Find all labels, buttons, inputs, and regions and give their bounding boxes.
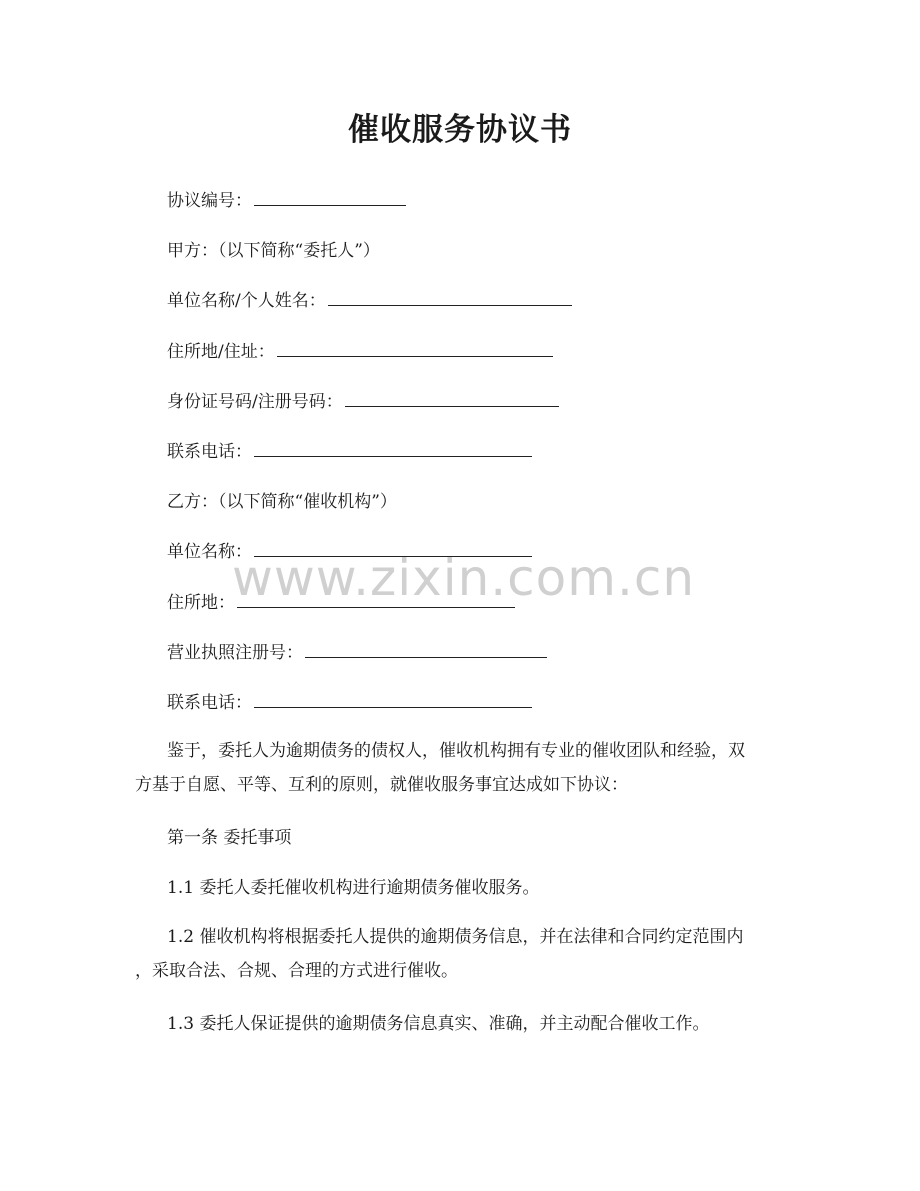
party-b-license-label: 营业执照注册号： — [167, 643, 303, 663]
party-a-address-label: 住所地/住址： — [167, 342, 275, 362]
article-1-heading: 第一条 委托事项 — [167, 828, 292, 848]
party-b-name-label: 单位名称： — [167, 542, 252, 562]
party-b-phone-blank — [254, 689, 532, 708]
party-b-phone-label: 联系电话： — [167, 693, 252, 713]
party-a-phone-label: 联系电话： — [167, 442, 252, 462]
party-b-address-label: 住所地： — [167, 593, 235, 613]
clause-1-3: 1.3 委托人保证提供的逾期债务信息真实、准确，并主动配合催收工作。 — [167, 1014, 710, 1034]
preamble-paragraph — [135, 734, 785, 802]
party-a-id-row — [167, 388, 559, 416]
party-a-phone-blank — [254, 438, 532, 457]
party-b-license-blank — [305, 639, 547, 658]
document-title: 催收服务协议书 — [348, 112, 572, 148]
clause-1-2-line-2: ，采取合法、合规、合理的方式进行催收。 — [135, 961, 458, 981]
party-a-name-row — [167, 287, 572, 315]
preamble-line-1: 鉴于，委托人为逾期债务的债权人，催收机构拥有专业的催收团队和经验，双 — [167, 741, 745, 761]
party-a-address-row — [167, 338, 553, 366]
party-a-heading: 甲方：（以下简称“委托人”） — [167, 241, 380, 261]
party-a-id-label: 身份证号码/注册号码： — [167, 392, 343, 412]
party-a-address-blank — [277, 338, 553, 357]
preamble-line-2: 方基于自愿、平等、互利的原则，就催收服务事宜达成如下协议： — [135, 775, 628, 795]
party-a-id-blank — [345, 388, 559, 407]
agreement-number-label: 协议编号： — [167, 191, 252, 211]
party-b-heading: 乙方：（以下简称“催收机构”） — [167, 492, 397, 512]
watermark: www.zixin.com.cn — [232, 549, 696, 607]
agreement-number-blank — [254, 187, 406, 206]
agreement-number-row — [167, 187, 406, 215]
party-a-phone-row — [167, 438, 532, 466]
party-a-name-label: 单位名称/个人姓名： — [167, 291, 326, 311]
clause-1-1: 1.1 委托人委托催收机构进行逾期债务催收服务。 — [167, 878, 540, 898]
party-b-license-row — [167, 639, 547, 667]
clause-1-2 — [135, 920, 785, 988]
party-a-name-blank — [328, 287, 572, 306]
party-b-phone-row — [167, 689, 532, 717]
clause-1-2-line-1: 1.2 催收机构将根据委托人提供的逾期债务信息，并在法律和合同约定范围内 — [167, 927, 744, 947]
